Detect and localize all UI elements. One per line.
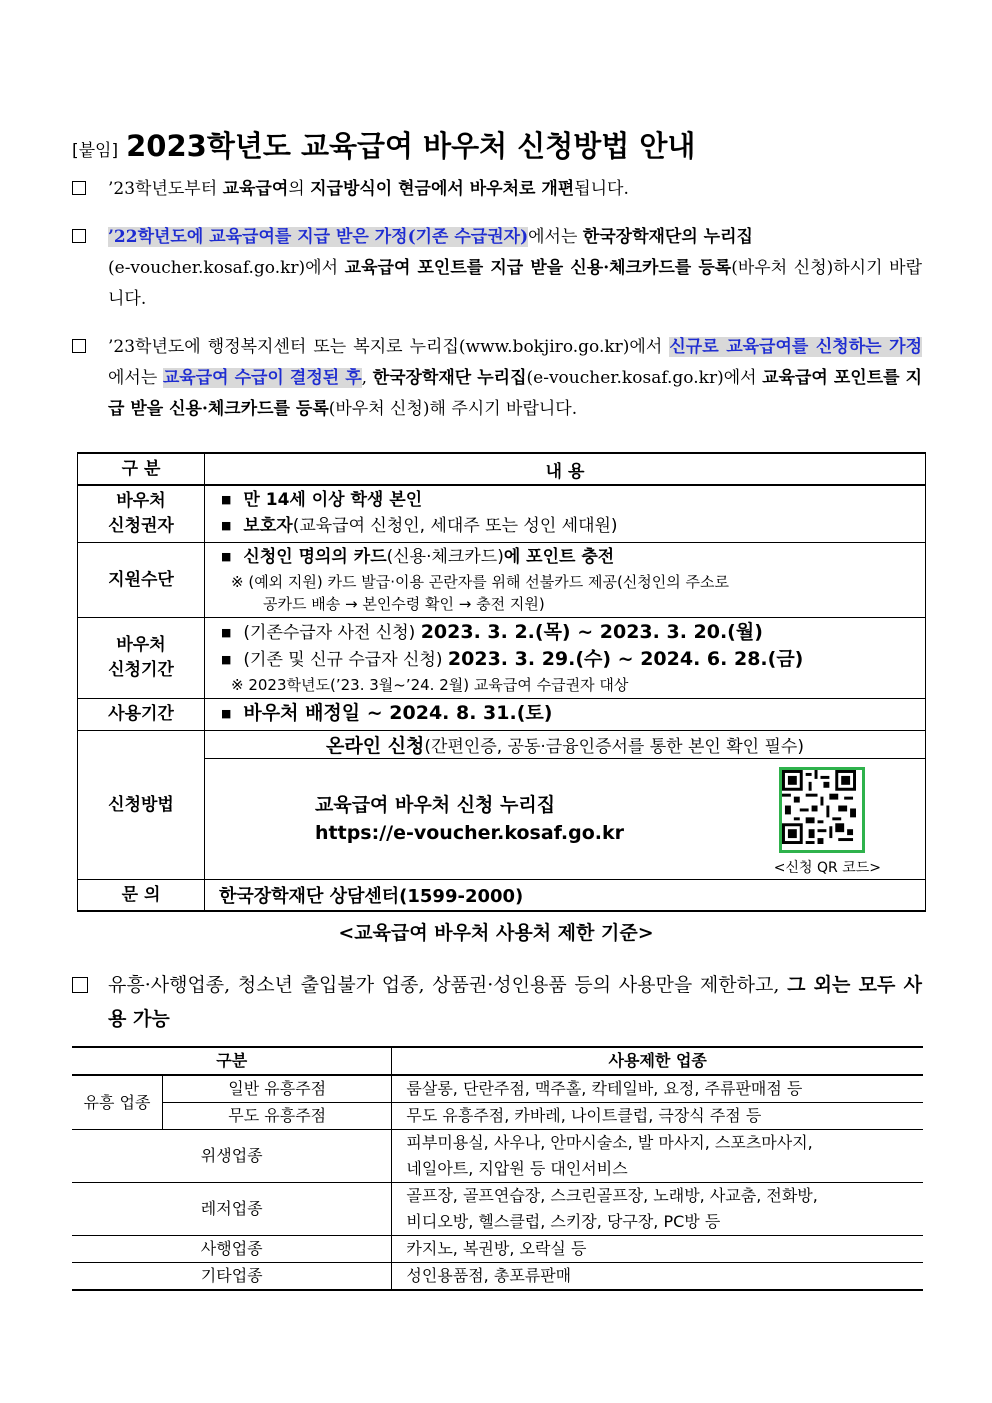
table-header-category: 구분 bbox=[72, 1047, 392, 1075]
qr-code-icon[interactable] bbox=[779, 767, 865, 853]
table-row: 레저업종 골프장, 골프연습장, 스크린골프장, 노래방, 사교춤, 전화방, 비디오방, 헬스클럽, 스키장, 당구장, PC방 등 bbox=[72, 1183, 923, 1236]
checkbox-icon bbox=[72, 339, 86, 353]
checkbox-icon bbox=[72, 181, 86, 195]
table-row bbox=[78, 759, 926, 880]
qr-caption: <신청 QR 코드> bbox=[773, 860, 881, 876]
table-row: 사행업종 카지노, 복권방, 오락실 등 bbox=[72, 1236, 923, 1263]
table-header-category: 구 분 bbox=[78, 453, 205, 485]
checkbox-icon bbox=[72, 229, 86, 243]
site-name: 교육급여 바우처 신청 누리집 bbox=[315, 794, 556, 816]
table-header-restricted: 사용제한 업종 bbox=[392, 1047, 923, 1075]
table-row: 유흥 업종 일반 유흥주점 룸살롱, 단란주점, 맥주홀, 칵테일바, 요정, 주류판매점 등 bbox=[72, 1075, 923, 1103]
attachment-tag: [붙임] bbox=[72, 141, 119, 161]
table-row: 위생업종 피부미용실, 사우나, 안마시술소, 발 마사지, 스포츠마사지, 네일아트, 지압원 등 대인서비스 bbox=[72, 1130, 923, 1183]
table-row: 바우처 신청기간 ■ (기존수급자 사전 신청) 2023. 3. 2.(목) ~ 2023. 3. 20.(월) ■ (기존 및 신규 수급자 신청) 2023. 3. 29.(수) ~ 2024. 6. 28.(금) ※ 2023학년도(’23. 3월~’24. 2월) 교육급여 수급권자 대상 bbox=[78, 618, 926, 699]
table-header-content: 내 용 bbox=[205, 453, 926, 485]
paragraph-3: ’23학년도에 행정복지센터 또는 복지로 누리집(www.bokjiro.go.kr)에서 신규로 교육급여를 신청하는 가정에서는 교육급여 수급이 결정된 후, 한국장학재단 누리집(e-voucher.kosaf.go.kr)에서 교육급여 포인트를 지급 받을 신용·체크카드를 등록(바우처 신청)해 주시기 바랍니다. bbox=[72, 332, 922, 425]
paragraph-4: 유흥·사행업종, 청소년 출입불가 업종, 상품권·성인용품 등의 사용만을 제한하고, 그 외는 모두 사용 가능 bbox=[72, 968, 922, 1036]
checkbox-icon bbox=[72, 977, 88, 993]
table-row: 신청방법 온라인 신청(간편인증, 공동·금융인증서를 통한 본인 확인 필수) bbox=[78, 731, 926, 759]
table-row: 무도 유흥주점 무도 유흥주점, 카바레, 나이트클럽, 극장식 주점 등 bbox=[72, 1103, 923, 1130]
paragraph-1: ’23학년도부터 교육급여의 지급방식이 현금에서 바우처로 개편됩니다. bbox=[72, 174, 922, 205]
table-row: 문 의 한국장학재단 상담센터(1599-2000) bbox=[78, 880, 926, 912]
site-url-link[interactable]: https://e-voucher.kosaf.go.kr bbox=[315, 822, 625, 844]
restriction-table bbox=[72, 1046, 923, 1291]
paragraph-2: ’22학년도에 교육급여를 지급 받은 가정(기존 수급권자)에서는 한국장학재단의 누리집 (e-voucher.kosaf.go.kr)에서 교육급여 포인트를 지급 받을 신용·체크카드를 등록(바우처 신청)하시기 바랍니다. bbox=[72, 222, 922, 315]
table-row: 기타업종 성인용품점, 총포류판매 bbox=[72, 1263, 923, 1291]
section-heading: <교육급여 바우처 사용처 제한 기준> bbox=[338, 922, 654, 944]
table-row: 지원수단 ■ 신청인 명의의 카드(신용·체크카드)에 포인트 충전 ※ (예외 지원) 카드 발급·이용 곤란자를 위해 선불카드 제공(신청인의 주소로 공카드 배송 → 본인수령 확인 → 충전 지원) bbox=[78, 543, 926, 618]
table-row: 바우처 신청권자 ■ 만 14세 이상 학생 본인 ■ 보호자(교육급여 신청인, 세대주 또는 성인 세대원) bbox=[78, 485, 926, 543]
table-row: 사용기간 ■ 바우처 배정일 ~ 2024. 8. 31.(토) bbox=[78, 699, 926, 731]
page-title: [붙임] 2023학년도 교육급여 바우처 신청방법 안내 bbox=[72, 129, 696, 163]
voucher-info-table bbox=[77, 452, 926, 912]
